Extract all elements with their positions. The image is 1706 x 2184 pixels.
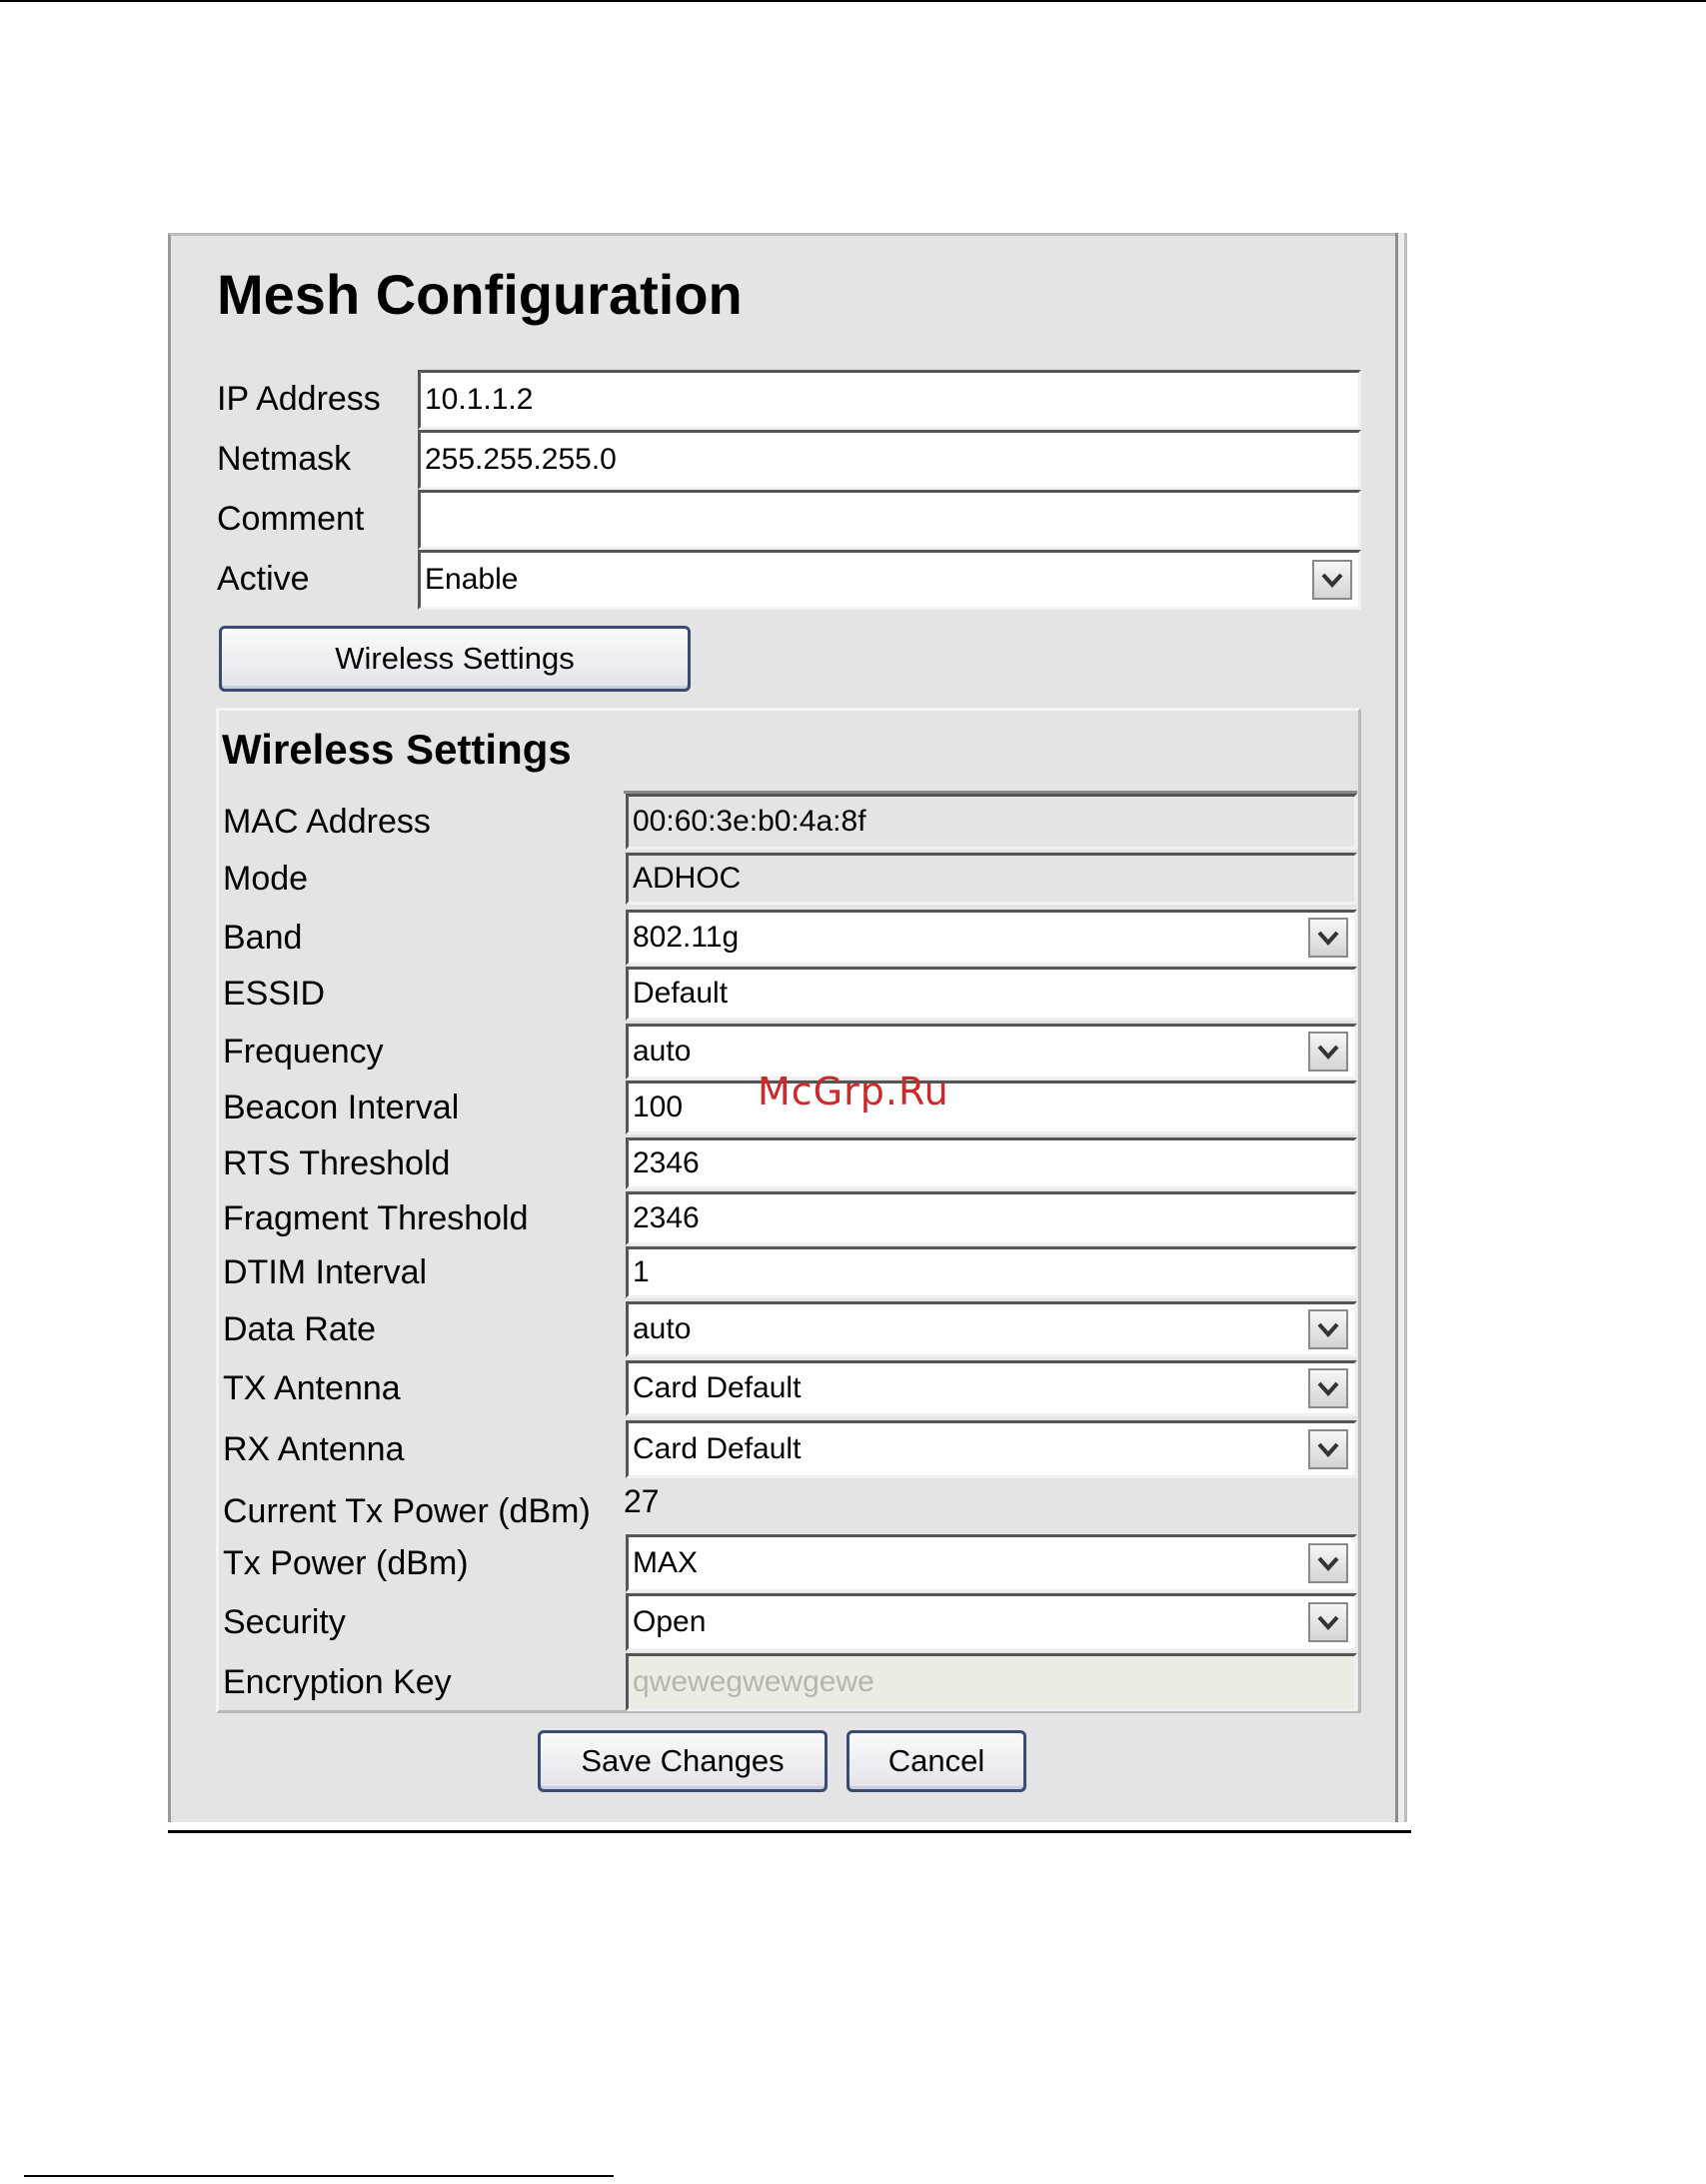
security-select[interactable]: [626, 1593, 1357, 1651]
rx-antenna-value: Card Default: [633, 1432, 802, 1465]
wireless-settings-toggle-button[interactable]: [219, 626, 691, 692]
beacon-interval-value: 100: [633, 1091, 684, 1123]
fragment-threshold-input[interactable]: [626, 1191, 1357, 1245]
tx-antenna-select[interactable]: [626, 1360, 1357, 1416]
security-label: Security: [223, 1603, 346, 1641]
wireless-settings-title: Wireless Settings: [222, 726, 572, 773]
rts-threshold-input[interactable]: [626, 1137, 1357, 1189]
chevron-down-icon[interactable]: [1308, 1368, 1348, 1408]
tx-power-dbm-select[interactable]: [626, 1534, 1357, 1592]
page-bottom-rule: [24, 2175, 614, 2177]
mode-value: ADHOC: [633, 862, 742, 895]
dtim-interval-label: DTIM Interval: [223, 1253, 428, 1291]
cancel-button[interactable]: [847, 1730, 1026, 1792]
rx-antenna-select[interactable]: [626, 1420, 1357, 1478]
fragment-threshold-value: 2346: [633, 1201, 700, 1234]
comment-label: Comment: [217, 500, 365, 538]
beacon-interval-label: Beacon Interval: [223, 1089, 460, 1126]
encryption-key-input: [626, 1653, 1357, 1711]
wireless-settings-toggle-label: Wireless Settings: [335, 641, 575, 676]
ip-address-label: IP Address: [217, 380, 381, 418]
essid-label: ESSID: [223, 975, 326, 1013]
band-select[interactable]: [626, 910, 1357, 966]
save-changes-button[interactable]: [538, 1730, 828, 1792]
rts-threshold-label: RTS Threshold: [223, 1144, 451, 1182]
essid-value: Default: [633, 977, 729, 1010]
comment-input[interactable]: [418, 490, 1361, 550]
chevron-down-icon[interactable]: [1312, 560, 1352, 600]
chevron-down-icon[interactable]: [1308, 1602, 1348, 1642]
page-title: Mesh Configuration: [217, 263, 743, 326]
band-value: 802.11g: [633, 921, 740, 954]
tx-antenna-label: TX Antenna: [223, 1369, 401, 1407]
netmask-label: Netmask: [217, 440, 352, 478]
tx-power-dbm-value: MAX: [633, 1546, 699, 1579]
ip-address-value: 10.1.1.2: [425, 383, 534, 416]
frequency-select[interactable]: [626, 1024, 1357, 1080]
frequency-label: Frequency: [223, 1033, 384, 1071]
chevron-down-icon[interactable]: [1308, 1309, 1348, 1349]
tx-antenna-value: Card Default: [633, 1371, 802, 1404]
active-select[interactable]: [418, 550, 1361, 610]
mac-address-label: MAC Address: [223, 803, 431, 841]
active-label: Active: [217, 560, 310, 598]
encryption-key-value: qwewegwewgewe: [633, 1665, 874, 1698]
current-tx-power-dbm-label: Current Tx Power (dBm): [223, 1492, 591, 1530]
mode-label: Mode: [223, 860, 309, 898]
page-top-rule: [0, 0, 1706, 2]
beacon-interval-input[interactable]: [626, 1081, 1357, 1134]
data-rate-label: Data Rate: [223, 1310, 377, 1348]
chevron-down-icon[interactable]: [1308, 918, 1348, 958]
chevron-down-icon[interactable]: [1308, 1429, 1348, 1469]
band-label: Band: [223, 919, 303, 957]
netmask-input[interactable]: [418, 430, 1361, 490]
netmask-value: 255.255.255.0: [425, 443, 617, 476]
mode-input: [626, 853, 1357, 905]
dtim-interval-value: 1: [633, 1255, 650, 1288]
tx-power-dbm-label: Tx Power (dBm): [223, 1544, 469, 1582]
rx-antenna-label: RX Antenna: [223, 1430, 405, 1468]
ip-address-input[interactable]: [418, 370, 1361, 430]
fragment-threshold-label: Fragment Threshold: [223, 1199, 529, 1237]
essid-input[interactable]: [626, 967, 1357, 1021]
chevron-down-icon[interactable]: [1308, 1032, 1348, 1072]
encryption-key-label: Encryption Key: [223, 1663, 452, 1701]
frequency-value: auto: [633, 1035, 692, 1068]
rts-threshold-value: 2346: [633, 1146, 700, 1179]
mac-address-value: 00:60:3e:b0:4a:8f: [633, 805, 866, 838]
cancel-label: Cancel: [887, 1743, 985, 1778]
current-tx-power-dbm-value: 27: [624, 1483, 660, 1519]
dtim-interval-input[interactable]: [626, 1246, 1357, 1298]
active-value: Enable: [425, 563, 519, 596]
chevron-down-icon[interactable]: [1308, 1543, 1348, 1583]
dialog-bottom-rule: [168, 1830, 1411, 1833]
data-rate-select[interactable]: [626, 1301, 1357, 1357]
security-value: Open: [633, 1605, 707, 1638]
dialog-right-border: [1395, 233, 1407, 1822]
data-rate-value: auto: [633, 1312, 692, 1345]
mac-address-input: [626, 794, 1357, 850]
save-changes-label: Save Changes: [581, 1743, 785, 1778]
watermark-text: McGrp.Ru: [758, 1070, 949, 1113]
